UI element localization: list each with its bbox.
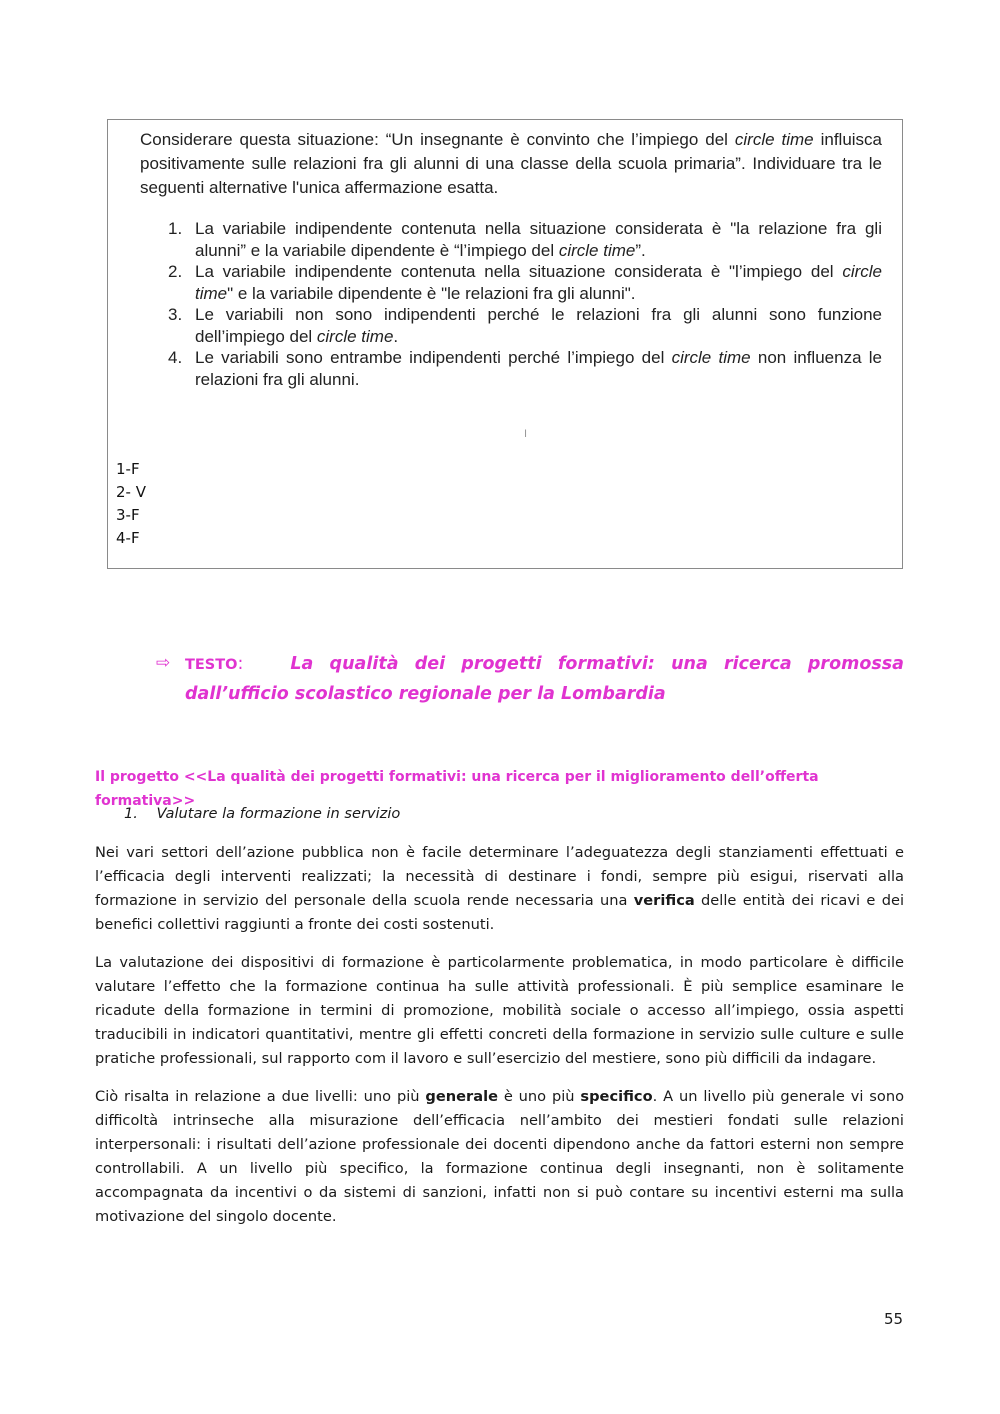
quiz-question	[140, 128, 882, 390]
quiz-intro-text-2: influisca positivamente sulle relazioni fra gli alunni di una classe della scuola primaria”. Individuare tra le seguenti alternative l'unica affermazione esatta.	[140, 130, 883, 197]
option-number: 2.	[168, 262, 183, 281]
option-term: circle time	[316, 326, 394, 346]
option-number: 4.	[168, 348, 183, 367]
paragraph-3	[95, 1085, 904, 1229]
project-heading: Il progetto <<La qualità dei progetti formativi: una ricerca per il miglioramento dell’offerta formativa>>	[95, 769, 819, 809]
testo-heading	[156, 650, 904, 709]
quiz-option-2	[140, 261, 882, 304]
bold-term: verifica	[633, 892, 695, 909]
section-title: Valutare la formazione in servizio	[156, 805, 401, 822]
page-number: 55	[884, 1310, 904, 1328]
option-term: circle time	[671, 348, 751, 367]
section-number: 1.	[124, 805, 138, 822]
paragraph-text: Ciò risalta in relazione a due livelli: uno più	[95, 1088, 426, 1105]
option-text: Le variabili non sono indipendenti perché le relazioni fra gli alunni sono funzione dell’impiego del	[195, 305, 882, 346]
testo-label: TESTO	[185, 657, 238, 673]
answer-1: 1-F	[116, 460, 140, 478]
paragraph-text-end: delle entità dei ricavi e dei benefici collettivi raggiunti a fronte dei costi sostenuti.	[95, 892, 904, 933]
testo-line	[156, 650, 904, 709]
option-term: circle time	[558, 240, 636, 260]
option-text-end: ”.	[635, 240, 646, 260]
quiz-intro	[140, 128, 882, 200]
option-number: 3.	[168, 305, 183, 324]
answer-3: 3-F	[116, 506, 140, 524]
quiz-options	[140, 218, 882, 390]
section-heading	[124, 802, 933, 826]
bold-term-2: specifico	[580, 1088, 653, 1105]
testo-title: La qualità dei progetti formativi: una ricerca promossa dall’ufficio scolastico regionale per la Lombardia	[185, 654, 904, 704]
answer-2: 2- V	[116, 483, 146, 501]
paragraph-2: La valutazione dei dispositivi di formazione è particolarmente problematica, in modo particolare è difficile valutare l’effetto che la formazione continua ha sulle attività professionali. È più semplice esaminare le ricadute della formazione in termini di promozione, mobilità sociale o accesso all’impiego, ossia aspetti traducibili in indicatori quantitativi, mentre gli effetti concreti della formazione in servizio sulle culture e sulle pratiche professionali, sul rapporto com il lavoro e sull’esercizio del mestiere, sono più difficili da indagare.	[95, 954, 904, 1067]
paragraph-text-end: . A un livello più generale vi sono difficoltà intrinseche alla misurazione dell’efficacia nell’ambito dei mestieri fondati sulle relazioni interpersonali: i risultati dell’azione professionale dei docenti dipendono anche da fattori esterni non sempre controllabili. A un livello più specifico, la formazione continua degli insegnanti, non è solitamente accompagnata da incentivi o da sistemi di sanzioni, infatti non si può contare su incentivi esterni ma sulla motivazione del singolo docente.	[95, 1088, 904, 1225]
option-text: La variabile indipendente contenuta nella situazione considerata è "la relazione fra gli alunni” e la variabile dipendente è “l’impiego del	[195, 219, 882, 260]
paragraph-text-mid: è uno più	[497, 1088, 581, 1105]
arrow-right-icon: ⇨	[156, 653, 171, 672]
bold-term: generale	[425, 1088, 498, 1105]
paragraph-1	[95, 841, 904, 937]
paragraph-text: Nei vari settori dell’azione pubblica non è facile determinare l’adeguatezza degli stanziamenti effettuati e l’efficacia degli interventi realizzati; la necessità di destinare i fondi, sempre più esigui, riservati alla formazione in servizio del personale della scuola rende necessaria una	[95, 844, 904, 909]
option-text-end: .	[393, 326, 399, 346]
answer-4: 4-F	[116, 529, 140, 547]
option-term: circle time	[195, 262, 882, 303]
option-text: Le variabili sono entrambe indipendenti perché l’impiego del	[195, 348, 672, 367]
testo-colon: :	[237, 654, 244, 674]
option-text: La variabile indipendente contenuta nella situazione considerata è "l’impiego del	[195, 262, 843, 281]
quiz-answers	[116, 458, 146, 550]
quiz-option-3	[140, 304, 882, 347]
quiz-intro-text: Considerare questa situazione: “Un insegnante è convinto che l’impiego del	[140, 130, 735, 149]
text-cursor-icon: I	[524, 428, 528, 440]
quiz-option-4	[140, 347, 882, 390]
quiz-box	[107, 119, 903, 569]
option-number: 1.	[168, 219, 183, 238]
option-text-end: non influenza le relazioni fra gli alunni.	[195, 348, 882, 389]
quiz-intro-term: circle time	[734, 130, 814, 149]
option-text-end: " e la variabile dipendente è "le relazioni fra gli alunni".	[227, 283, 636, 303]
quiz-option-1	[140, 218, 882, 261]
